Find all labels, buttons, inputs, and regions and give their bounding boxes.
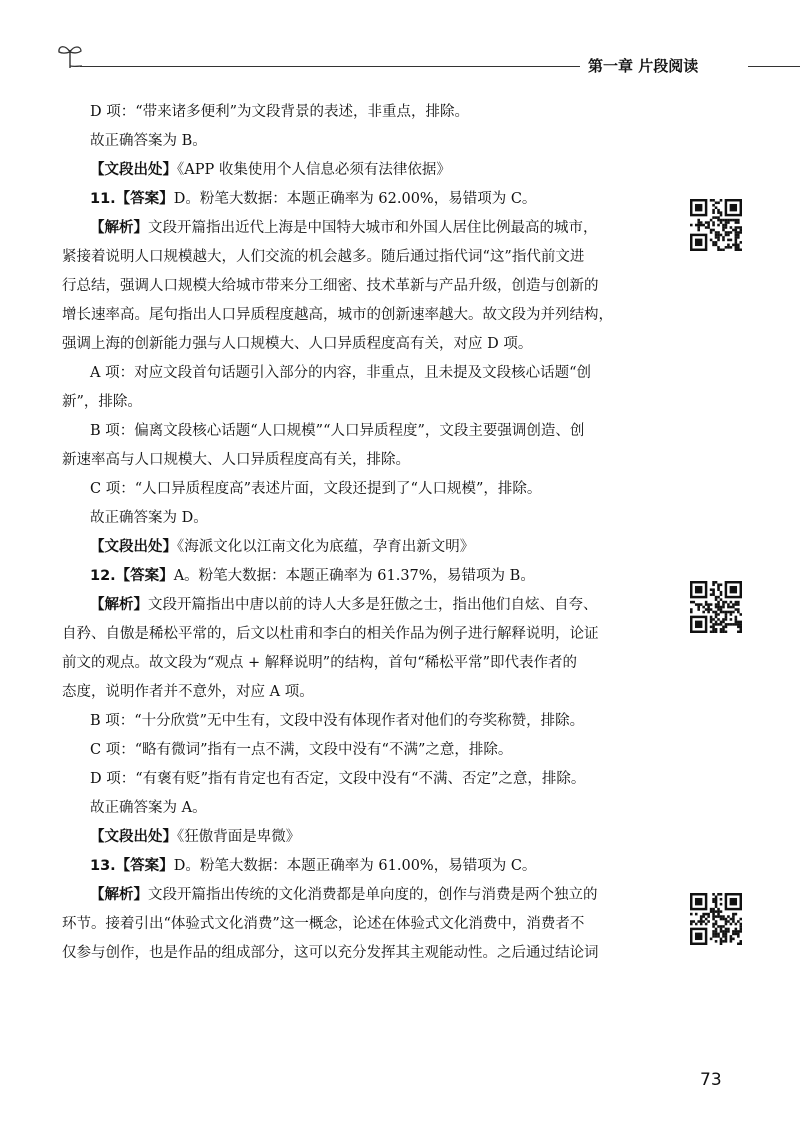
paragraph-line (62, 649, 662, 678)
section-label: 11.【答案】 (90, 191, 174, 207)
header-rule-left (80, 66, 580, 67)
chapter-title: 第一章 片段阅读 (588, 57, 699, 75)
paragraph-line (90, 707, 662, 736)
line-text: 《海派文化以江南文化为底蕴，孕育出新文明》 (177, 539, 475, 555)
line-text: A 项：对应文段首句话题引入部分的内容，非重点，且未提及文段核心话题“创 (90, 365, 591, 381)
paragraph-line-with-label (90, 562, 662, 591)
line-text: 环节。接着引出“体验式文化消费”这一概念，论述在体验式文化消费中，消费者不 (62, 916, 585, 932)
line-text: 《APP 收集使用个人信息必须有法律依据》 (177, 162, 451, 178)
paragraph-line (62, 910, 662, 939)
paragraph-line-with-label (90, 214, 662, 243)
line-text: 文段开篇指出传统的文化消费都是单向度的，创作与消费是两个独立的 (148, 887, 598, 903)
line-text: D。粉笔大数据：本题正确率为 62.00%，易错项为 C。 (173, 191, 537, 207)
paragraph-line (62, 301, 662, 330)
paragraph-line (62, 272, 662, 301)
paragraph-line (90, 504, 662, 533)
line-text: D 项：“有褒有贬”指有肯定也有否定，文段中没有“不满、否定”之意，排除。 (90, 771, 586, 787)
line-text: 仅参与创作，也是作品的组成部分，这可以充分发挥其主观能动性。之后通过结论词 (62, 945, 599, 961)
paragraph-line (62, 939, 662, 968)
line-text: 故正确答案为 D。 (90, 510, 208, 526)
section-label: 【解析】 (90, 887, 148, 903)
section-label: 【解析】 (90, 220, 148, 236)
page-header (0, 0, 800, 90)
section-label: 【解析】 (90, 597, 148, 613)
line-text: 自矜、自傲是稀松平常的，后文以杜甫和李白的相关作品为例子进行解释说明，论证 (62, 626, 599, 642)
section-label: 【文段出处】 (90, 539, 177, 555)
paragraph-line-with-label (90, 156, 662, 185)
line-text: 态度，说明作者并不意外，对应 A 项。 (62, 684, 314, 700)
paragraph-line-with-label (90, 881, 662, 910)
section-label: 12.【答案】 (90, 568, 174, 584)
paragraph-line (62, 243, 662, 272)
line-text: B 项：“十分欣赏”无中生有，文段中没有体现作者对他们的夸奖称赞，排除。 (90, 713, 585, 729)
line-text: 增长速率高。尾句指出人口异质程度越高，城市的创新速率越大。故文段为并列结构， (62, 307, 613, 323)
section-label: 【文段出处】 (90, 162, 177, 178)
line-text: 文段开篇指出近代上海是中国特大城市和外国人居住比例最高的城市， (148, 220, 598, 236)
line-text: 紧接着说明人口规模越大，人们交流的机会越多。随后通过指代词“这”指代前文进 (62, 249, 585, 265)
line-text: 故正确答案为 A。 (90, 800, 207, 816)
paragraph-line (90, 794, 662, 823)
line-text: 强调上海的创新能力强与人口规模大、人口异质程度高有关，对应 D 项。 (62, 336, 533, 352)
paragraph-line-with-label (90, 591, 662, 620)
header-rule-right (748, 66, 800, 67)
paragraph-line-with-label (90, 852, 662, 881)
line-text: A。粉笔大数据：本题正确率为 61.37%，易错项为 B。 (173, 568, 535, 584)
line-text: 故正确答案为 B。 (90, 133, 207, 149)
paragraph-line (90, 359, 662, 388)
paragraph-line (62, 678, 662, 707)
line-text: 文段开篇指出中唐以前的诗人大多是狂傲之士，指出他们自炫、自夸、 (148, 597, 598, 613)
section-label: 13.【答案】 (90, 858, 174, 874)
line-text: 新速率高与人口规模大、人口异质程度高有关，排除。 (62, 452, 410, 468)
line-text: B 项：偏离文段核心话题“人口规模”“人口异质程度”，文段主要强调创造、创 (90, 423, 585, 439)
qr-code-icon[interactable] (690, 581, 742, 633)
line-text: C 项：“略有微词”指有一点不满，文段中没有“不满”之意，排除。 (90, 742, 513, 758)
paragraph-line-with-label (90, 823, 662, 852)
paragraph-line (90, 417, 662, 446)
qr-code-icon[interactable] (690, 893, 742, 945)
line-text: 行总结，强调人口规模大给城市带来分工细密、技术革新与产品升级，创造与创新的 (62, 278, 599, 294)
paragraph-line (62, 446, 662, 475)
paragraph-line (62, 620, 662, 649)
paragraph-line (62, 388, 662, 417)
paragraph-line-with-label (90, 533, 662, 562)
line-text: 新”，排除。 (62, 394, 142, 410)
paragraph-line (90, 475, 662, 504)
answer-explanation-body (62, 98, 662, 968)
qr-code-icon[interactable] (690, 199, 742, 251)
paragraph-line (90, 98, 662, 127)
paragraph-line (90, 736, 662, 765)
line-text: C 项：“人口异质程度高”表述片面，文段还提到了“人口规模”，排除。 (90, 481, 542, 497)
line-text: 《狂傲背面是卑微》 (177, 829, 301, 845)
paragraph-line-with-label (90, 185, 662, 214)
paragraph-line (90, 765, 662, 794)
paragraph-line (62, 330, 662, 359)
paragraph-line (90, 127, 662, 156)
page-number: 73 (700, 1070, 722, 1090)
section-label: 【文段出处】 (90, 829, 177, 845)
line-text: D 项：“带来诸多便利”为文段背景的表述，非重点，排除。 (90, 104, 470, 120)
line-text: D。粉笔大数据：本题正确率为 61.00%，易错项为 C。 (173, 858, 537, 874)
line-text: 前文的观点。故文段为“观点 + 解释说明”的结构，首句“稀松平常”即代表作者的 (62, 655, 578, 671)
